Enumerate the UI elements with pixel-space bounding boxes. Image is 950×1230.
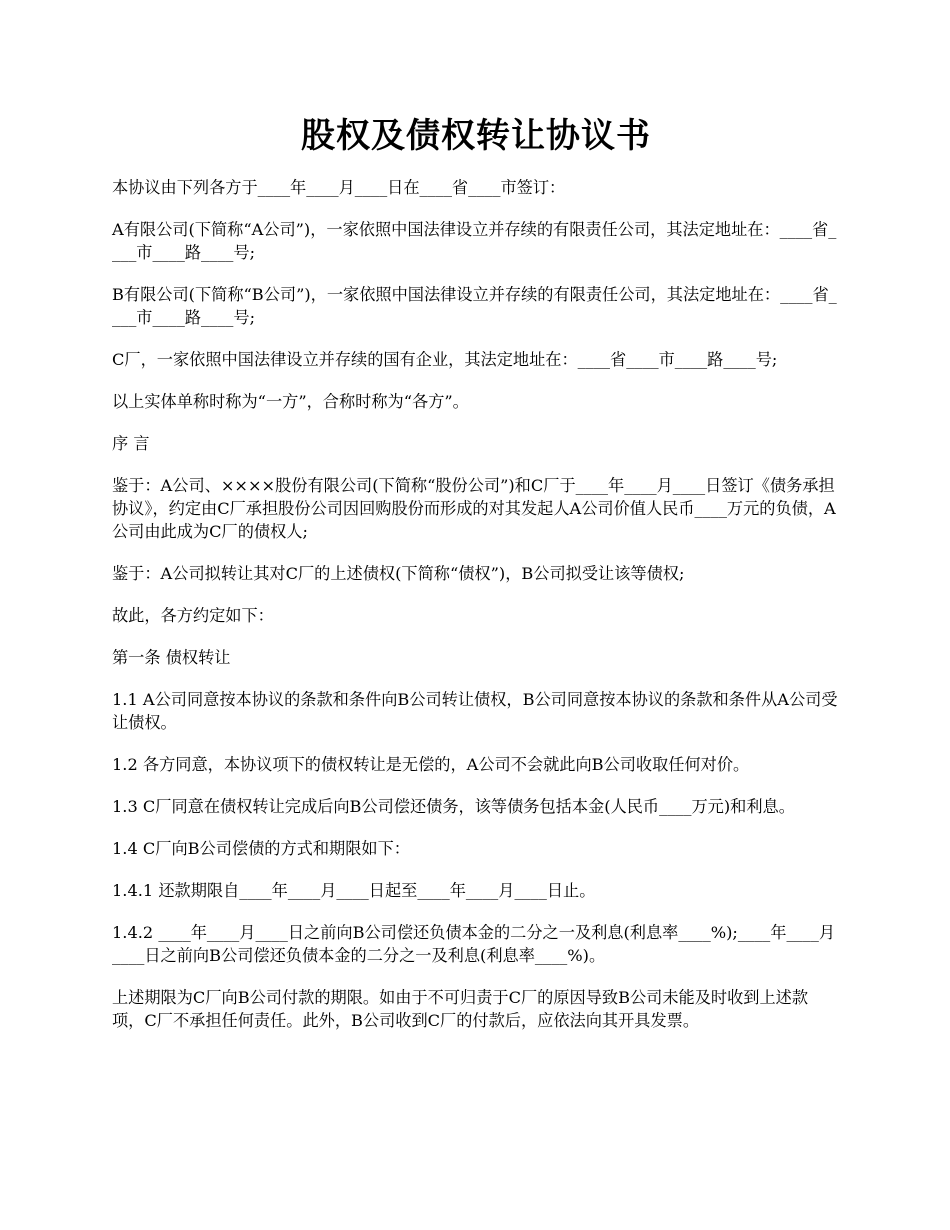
- clause-1-4: 1.4 C厂向B公司偿债的方式和期限如下：: [112, 839, 410, 858]
- clause-1-2: 1.2 各方同意，本协议项下的债权转让是无偿的，A公司不会就此向B公司收取任何对价。: [112, 755, 750, 774]
- document-page: [112, 108, 840, 1051]
- section-heading-article-1: 第一条 债权转让: [112, 648, 231, 667]
- paragraph-party-a: A有限公司(下简称“A公司”)，一家依照中国法律设立并存续的有限责任公司，其法定地址在：____省____市____路____号;: [112, 220, 837, 262]
- document-title: 股权及债权转让协议书: [301, 116, 651, 156]
- clause-1-1: 1.1 A公司同意按本协议的条款和条件向B公司转让债权，B公司同意按本协议的条款和条件从A公司受让债权。: [112, 690, 838, 732]
- paragraph-whereas-2: 鉴于：A公司拟转让其对C厂的上述债权(下简称“债权”)，B公司拟受让该等债权;: [112, 564, 685, 583]
- paragraph-definitions: 以上实体单称时称为“一方”，合称时称为“各方”。: [112, 392, 469, 411]
- clause-1-4-1: 1.4.1 还款期限自____年____月____日起至____年____月____日止。: [112, 881, 596, 900]
- paragraph-party-b: B有限公司(下简称“B公司”)，一家依照中国法律设立并存续的有限责任公司，其法定地址在：____省____市____路____号;: [112, 285, 837, 327]
- paragraph-whereas-1: 鉴于：A公司、××××股份有限公司(下简称“股份公司”)和C厂于____年____月____日签订《债务承担协议》，约定由C厂承担股份公司因回购股份而形成的对其发起人A公司价值人民币____万元的负债，A公司由此成为C厂的债权人;: [112, 476, 836, 541]
- paragraph-signing-info: 本协议由下列各方于____年____月____日在____省____市签订：: [112, 178, 566, 197]
- paragraph-payment-terms: 上述期限为C厂向B公司付款的期限。如由于不可归责于C厂的原因导致B公司未能及时收到上述款项，C厂不承担任何责任。此外，B公司收到C厂的付款后，应依法向其开具发票。: [112, 988, 809, 1030]
- paragraph-agreement-intro: 故此，各方约定如下：: [112, 606, 274, 625]
- clause-1-3: 1.3 C厂同意在债权转让完成后向B公司偿还债务，该等债务包括本金(人民币____万元)和利息。: [112, 797, 795, 816]
- clause-1-4-2: 1.4.2 ____年____月____日之前向B公司偿还负债本金的二分之一及利息(利息率____%);____年____月____日之前向B公司偿还负债本金的二分之一及利息(利息率____%)。: [112, 923, 836, 965]
- paragraph-party-c: C厂，一家依照中国法律设立并存续的国有企业，其法定地址在：____省____市____路____号;: [112, 350, 778, 369]
- section-heading-preamble: 序 言: [112, 434, 150, 453]
